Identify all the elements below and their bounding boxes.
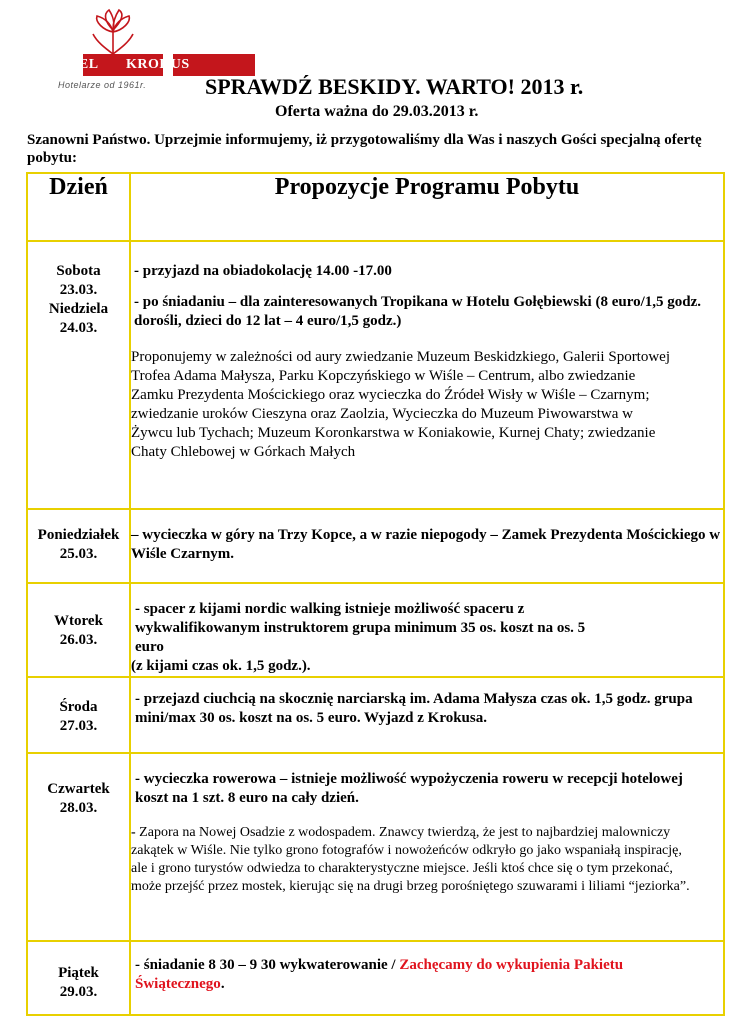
table-row [27, 753, 724, 941]
table-row [27, 677, 724, 753]
program-paragraph: Proponujemy w zależności od aury zwiedzanie Muzeum Beskidzkiego, Galerii Sportowej Trofea Adama Małysza, Parku Kopczyńskiego w Wiśle – Centrum, albo zwiedzanie Zamku Prezydenta Mościckiego oraz wycieczka do Źródeł Wisły w Wiśle – Czarnym; zwiedzanie uroków Cieszyna oraz Zaolzia, Wycieczka do Muzeum Piwowarstwa w Żywcu lub Tychach; Muzeum Koronkarstwa w Koniakowie, Kurnej Chaty; zwiedzanie Chaty Chlebowej w Górkach Małych [131, 349, 671, 460]
day-date: 24.03. [59, 320, 98, 336]
day-date: 28.03. [59, 800, 98, 816]
day-name: Wtorek [54, 613, 103, 629]
table-row [27, 583, 724, 677]
hostel-krokus-logo [28, 8, 200, 92]
table-row [27, 241, 724, 509]
day-name: Środa [59, 699, 98, 715]
program-cell [130, 241, 724, 509]
header-program: Propozycje Programu Pobytu [130, 173, 724, 241]
highlight-text: Zachęcamy do wykupienia Pakietu Świątecznego [135, 957, 624, 992]
logo-tagline: Hotelarze od 1961r. [58, 80, 147, 90]
program-line: (z kijami czas ok. 1,5 godz.). [131, 658, 311, 674]
day-cell [27, 753, 130, 941]
program-line: – wycieczka w góry na Trzy Kopce, a w razie niepogody – Zamek Prezydenta Mościckiego w Wiśle Czarnym. [131, 527, 721, 562]
page-title: SPRAWDŹ BESKIDY. WARTO! 2013 r. [205, 74, 584, 99]
day-name: Czwartek [47, 781, 110, 797]
header-day: Dzień [27, 173, 130, 241]
intro-text: Szanowni Państwo. Uprzejmie informujemy, iż przygotowaliśmy dla Was i naszych Gości specjalną ofertę pobytu: [27, 132, 702, 166]
day-date: 27.03. [59, 718, 98, 734]
day-cell [27, 509, 130, 583]
day-name: Poniedziałek [37, 527, 120, 543]
day-date: 29.03. [59, 984, 98, 1000]
day-cell [27, 583, 130, 677]
paragraph-dash: - [131, 825, 136, 840]
program-table [26, 172, 725, 1016]
day-name: Piątek [58, 965, 99, 981]
program-cell [130, 677, 724, 753]
crocus-flower-icon [83, 8, 143, 58]
program-text: - śniadanie 8 30 – 9 30 wykwaterowanie / [135, 957, 400, 973]
day-cell [27, 241, 130, 509]
day-name: Sobota [56, 263, 101, 279]
program-line: - wycieczka rowerowa – istnieje możliwość wypożyczenia roweru w recepcji hotelowej koszt na 1 szt. 8 euro na cały dzień. [135, 771, 683, 806]
day-name: Niedziela [48, 301, 109, 317]
program-paragraph [131, 824, 696, 896]
paragraph-text: Zapora na Nowej Osadzie z wodospadem. Znawcy twierdzą, że jest to najbardziej malowniczy zakątek w Wiśle. Nie tylko grono fotografów i nowożeńców odkryło go jako wspaniałą inspirację, ale i grono turystów odwiedza to charakterystyczne miejsce. Jeśli ktoś chce się o tym przekonać, może przejść przez mostek, kierując się na drugi brzeg porośniętego szuwarami i liliami “jeziorka”. [131, 825, 690, 894]
day-cell [27, 677, 130, 753]
program-cell [130, 753, 724, 941]
day-date: 25.03. [59, 546, 98, 562]
program-line [131, 956, 710, 994]
program-cell [130, 583, 724, 677]
program-line: - przejazd ciuchcią na skocznię narciarską im. Adama Małysza czas ok. 1,5 godz. grupa mini/max 30 os. koszt na os. 5 euro. Wyjazd z Krokusa. [135, 691, 693, 726]
day-date: 26.03. [59, 632, 98, 648]
day-cell [27, 941, 130, 1015]
program-text-end: . [220, 976, 225, 992]
logo-word-hostel: HOSTEL [38, 57, 99, 72]
program-line: - po śniadaniu – dla zainteresowanych Tropikana w Hotelu Gołębiewski (8 euro/1,5 godz. dorośli, dzieci do 12 lat – 4 euro/1,5 godz.) [134, 294, 702, 329]
program-line: - przyjazd na obiadokolację 14.00 -17.00 [134, 263, 392, 279]
offer-validity: Oferta ważna do 29.03.2013 r. [275, 103, 479, 120]
program-cell [130, 509, 724, 583]
logo-word-krokus: KROKUS [126, 57, 190, 72]
table-header-row [27, 173, 724, 241]
table-row [27, 509, 724, 583]
program-line: - spacer z kijami nordic walking istnieje możliwość spaceru z wykwalifikowanym instruktorem grupa minimum 35 os. koszt na os. 5 euro [135, 601, 586, 655]
program-cell [130, 941, 724, 1015]
day-date: 23.03. [59, 282, 98, 298]
table-row [27, 941, 724, 1015]
